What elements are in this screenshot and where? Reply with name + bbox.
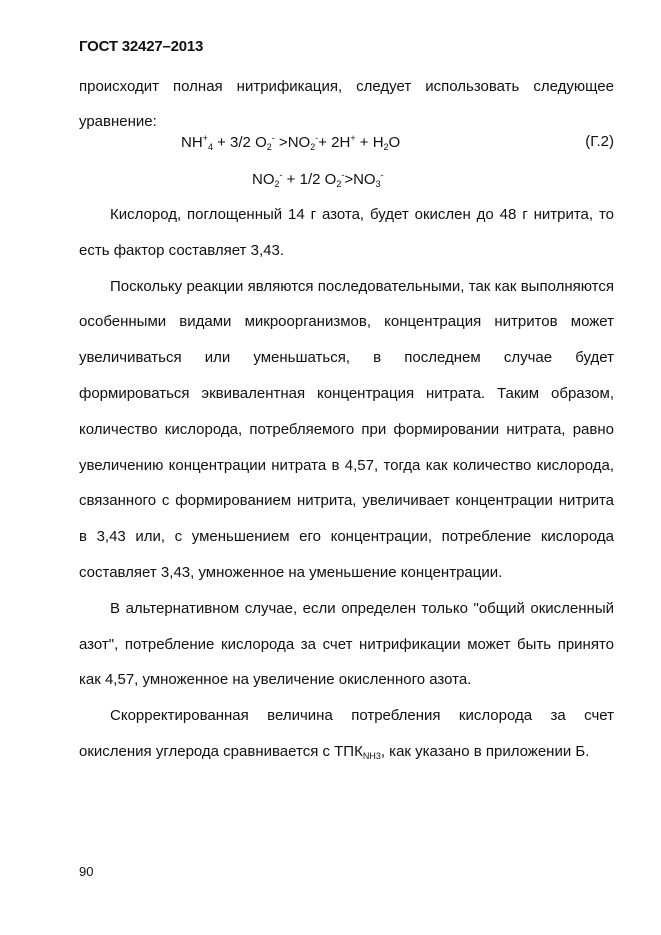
equation-number: (Г.2) <box>585 133 614 150</box>
paragraph-corrected-value: Скорректированная величина потребления кислорода за счет окисления углерода сравнивается с $ТПК_{NH3}$, как указано в приложении Б. <box>79 707 614 761</box>
document-header: ГОСТ 32427–2013 <box>79 38 204 55</box>
paragraph-oxygen-factor: Кислород, поглощенный 14 г азота, будет окислен до 48 г нитрита, то есть фактор составляет 3,43. <box>79 206 614 259</box>
paragraph-alternative: В альтернативном случае, если определен только "общий окисленный азот", потребление кислорода за счет нитрификации может быть принято как 4,57, умноженное на увеличение окисленного азота. <box>79 599 614 689</box>
intro-paragraph: происходит полная нитрификация, следует использовать следующее уравнение: <box>79 78 614 130</box>
page-number: 90 <box>79 864 94 879</box>
paragraph-reactions: Поскольку реакции являются последовательными, так как выполняются особенными видами микроорганизмов, концентрация нитритов может увеличиваться или уменьшаться, в последнем случае будет формироваться эквивалентная концентрация нитрата. Таким образом, количество кислорода, потребляемого при формировании нитрата, равно увеличению концентрации нитрата в 4,57, тогда как количество кислорода, связанного с формированием нитрита, увеличивает концентрации нитрита в 3,43 или, с уменьшением его концентрации, потребление кислорода составляет 3,43, умноженное на уменьшение концентрации. <box>79 277 614 581</box>
equation-nitrite-oxidation: $NO_2^- + 1/2$ $O_2^->NO_3^-$ <box>252 170 384 189</box>
body-text <box>79 197 614 775</box>
equation-g2: $NH^+_4 + 3/2$ $O_2^- >NO_2^-+ 2H^+ + H_2O$ <box>181 133 401 152</box>
